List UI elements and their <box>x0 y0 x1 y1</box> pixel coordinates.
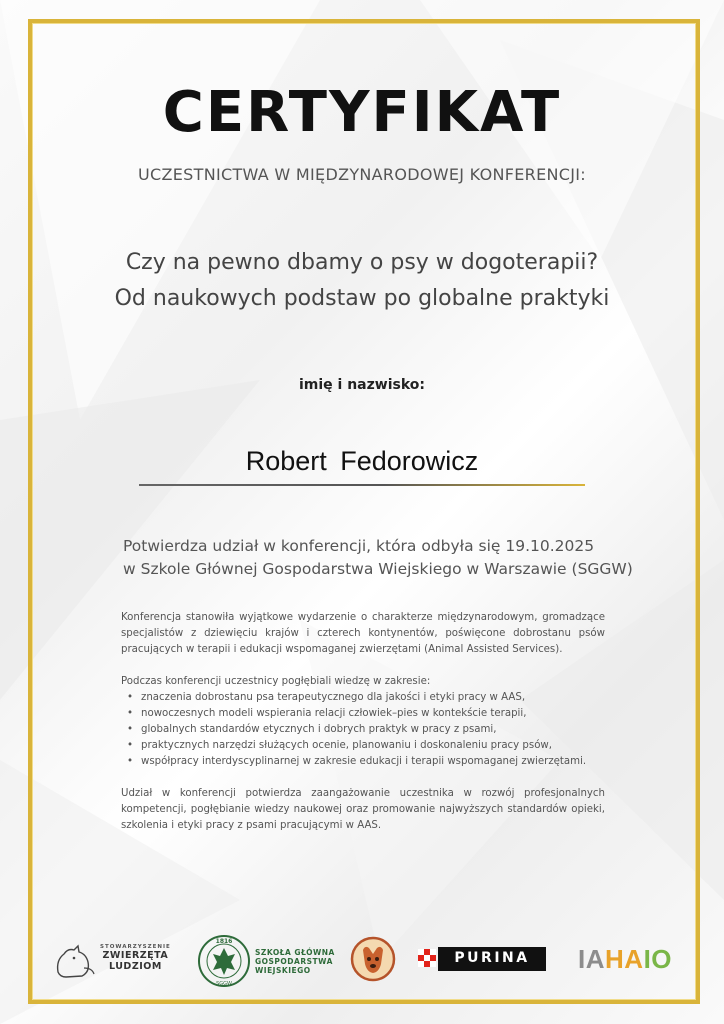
dog-emblem-icon <box>350 936 396 982</box>
stow-text <box>100 944 171 972</box>
name-label: imię i nazwisko: <box>298 377 425 393</box>
stow-line-1: ZWIERZĘTA <box>102 950 169 961</box>
list-item: • praktycznych narzędzi służących ocenie, planowaniu i doskonaleniu pracy psów, <box>141 738 605 754</box>
sggw-line-3: WIEJSKIEGO <box>255 966 311 975</box>
list-item: • globalnych standardów etycznych i dobrych praktyk w pracy z psami, <box>141 722 605 738</box>
sggw-seal-year: 1816 <box>215 938 233 945</box>
logo-sggw <box>197 934 347 988</box>
iahaio-part-3: IO <box>643 944 673 974</box>
confirmation-line-1: Potwierdza udział w konferencji, która odbyła się 19.10.2025 <box>123 537 595 555</box>
list-item: • nowoczesnych modeli wspierania relacji człowiek–pies w kontekście terapii, <box>141 706 605 722</box>
sggw-seal-icon <box>197 934 251 988</box>
stow-small-label: STOWARZYSZENIE <box>100 944 171 950</box>
name-underline <box>139 484 585 486</box>
logo-purina <box>418 944 546 972</box>
sggw-text <box>255 948 335 975</box>
iahaio-part-2: HA <box>605 944 644 974</box>
participant-name: Robert Fedorowicz <box>245 446 479 476</box>
conference-topic <box>0 245 724 317</box>
dog-outline-icon <box>52 942 98 982</box>
checkerboard-icon <box>418 949 436 967</box>
logo-stowarzyszenie <box>52 940 180 984</box>
sggw-seal-name: SGGW <box>216 981 232 987</box>
certificate-title: CERTYFIKAT <box>162 80 562 145</box>
confirmation-text <box>123 535 643 581</box>
topic-line-1: Czy na pewno dbamy o psy w dogoterapii? <box>125 250 599 275</box>
list-item: • współpracy interdyscyplinarnej w zakresie edukacji i terapii wspomaganej zwierzętami. <box>141 754 605 770</box>
list-item: • znaczenia dobrostanu psa terapeutycznego dla jakości i etyki pracy w AAS, <box>141 690 605 706</box>
sggw-line-2: GOSPODARSTWA <box>255 957 333 966</box>
purina-wordmark: PURINA <box>454 950 530 966</box>
confirmation-line-2: w Szkole Głównej Gospodarstwa Wiejskiego w Warszawie (SGGW) <box>123 560 633 578</box>
certificate-subtitle: UCZESTNICTWA W MIĘDZYNARODOWEJ KONFERENCJI: <box>138 165 586 184</box>
description-paragraph-2: Udział w konferencji potwierdza zaangażowanie uczestnika w rozwój profesjonalnych kompetencji, pogłębianie wiedzy naukowej oraz promowanie najwyższych standardów opieki, szkolenia i etyki pracy z psami pracującymi w AAS. <box>121 788 605 831</box>
stow-line-2: LUDZIOM <box>109 961 162 972</box>
sponsor-logos <box>0 930 724 990</box>
list-intro: Podczas konferencji uczestnicy pogłębiali wiedzę w zakresie: <box>121 676 431 687</box>
logo-dog-emblem <box>350 936 396 982</box>
logo-iahaio <box>578 944 672 975</box>
topic-line-2: Od naukowych podstaw po globalne praktyki <box>114 286 610 311</box>
topics-list <box>121 690 605 770</box>
sggw-line-1: SZKOŁA GŁÓWNA <box>255 948 335 957</box>
description-paragraph-1: Konferencja stanowiła wyjątkowe wydarzenie o charakterze międzynarodowym, gromadzące specjalistów z dziewięciu krajów i czterech kontynentów, poświęcone dobrostanu psów pracujących w terapii i edukacji wspomaganej zwierzętami (Animal Assisted Services). <box>121 612 605 655</box>
purina-wordmark-box <box>438 947 546 971</box>
iahaio-part-1: IA <box>578 944 605 974</box>
description-block <box>121 610 605 834</box>
